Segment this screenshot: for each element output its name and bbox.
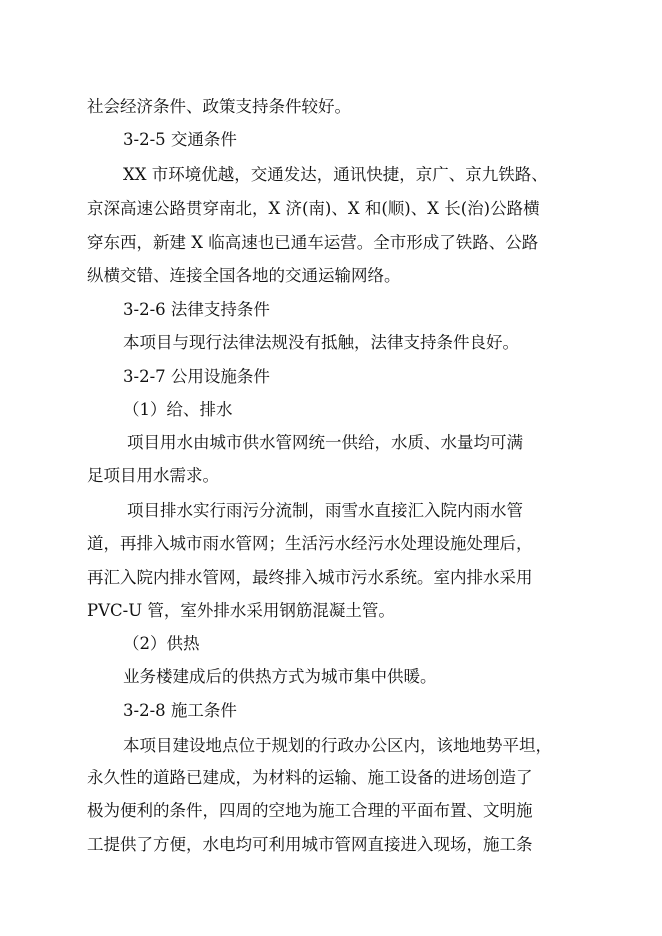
section-heading: 3-2-5 交通条件 — [123, 130, 237, 149]
text-line: 永久性的道路已建成，为材料的运输、施工设备的进场创造了 — [87, 768, 533, 787]
text-line: 穿东西，新建 X 临高速也已通车运营。全市形成了铁路、公路 — [87, 233, 539, 252]
text-line: 再汇入院内排水管网，最终排入城市污水系统。室内排水采用 — [87, 568, 533, 587]
subsection-heading: （1）给、排水 — [123, 400, 233, 419]
text-line: 社会经济条件、政策支持条件较好。 — [87, 97, 351, 116]
text-line: PVC-U 管，室外排水采用钢筋混凝土管。 — [87, 601, 395, 620]
text-line: 项目排水实行雨污分流制，雨雪水直接汇入院内雨水管 — [127, 501, 523, 520]
section-heading: 3-2-6 法律支持条件 — [123, 300, 270, 319]
section-heading: 3-2-7 公用设施条件 — [123, 367, 270, 386]
text-line: 纵横交错、连接全国各地的交通运输网络。 — [87, 266, 401, 285]
text-line: 业务楼建成后的供热方式为城市集中供暖。 — [123, 667, 437, 686]
text-line: 道，再排入城市雨水管网；生活污水经污水处理设施处理后， — [87, 534, 533, 553]
text-line: XX 市环境优越，交通发达，通讯快捷，京广、京九铁路、 — [123, 165, 548, 184]
text-line: 极为便利的条件，四周的空地为施工合理的平面布置、文明施 — [87, 801, 533, 820]
text-line: 本项目与现行法律法规没有抵触，法律支持条件良好。 — [123, 333, 519, 352]
text-line: 足项目用水需求。 — [87, 466, 219, 485]
text-line: 项目用水由城市供水管网统一供给，水质、水量均可满 — [127, 433, 523, 452]
text-line: 京深高速公路贯穿南北，X 济(南)、X 和(顺)、X 长(治)公路横 — [87, 199, 540, 218]
subsection-heading: （2）供热 — [123, 634, 200, 653]
text-line: 本项目建设地点位于规划的行政办公区内，该地地势平坦， — [123, 736, 552, 755]
text-line: 工提供了方便，水电均可利用城市管网直接进入现场，施工条 — [87, 835, 533, 854]
section-heading: 3-2-8 施工条件 — [123, 701, 237, 720]
